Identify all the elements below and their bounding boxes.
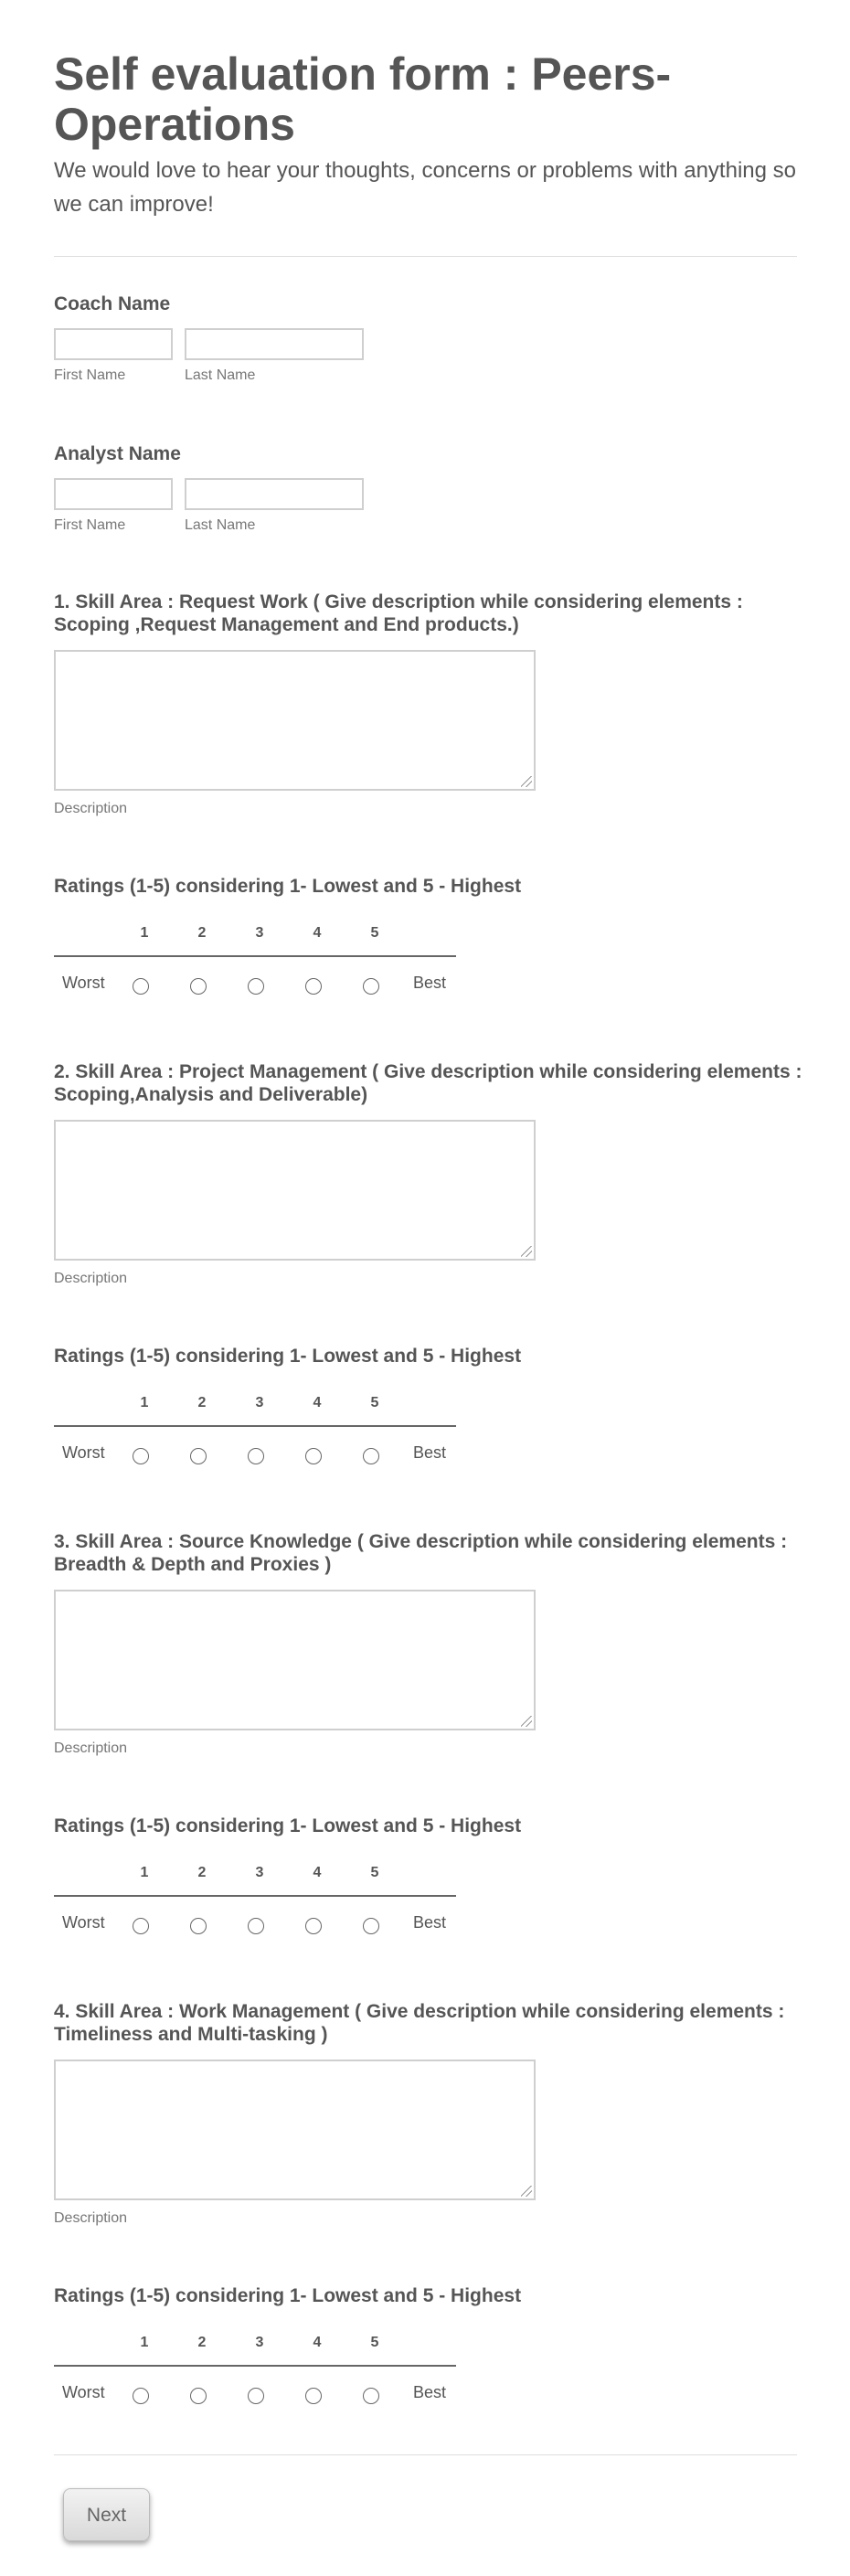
analyst-first-name-sublabel: First Name [54, 517, 126, 533]
skill-1-col-5: 5 [370, 925, 379, 941]
skill-2-question: 2. Skill Area : Project Management ( Give description while considering elements : Scoping,Analysis and Deliverable) [54, 1061, 802, 1105]
skill-3-col-3: 3 [255, 1865, 264, 1880]
skill-2-rating-radio-4[interactable] [305, 1448, 322, 1464]
skill-2-rating-label: Ratings (1-5) considering 1- Lowest and 5 - Highest [54, 1346, 522, 1367]
coach-name-label: Coach Name [54, 293, 171, 314]
skill-1-rating-radio-2[interactable] [190, 978, 207, 995]
skill-2-rating-radio-2[interactable] [190, 1448, 207, 1464]
header-divider [54, 256, 797, 257]
skill-1-rating-radio-4[interactable] [305, 978, 322, 995]
skill-1-col-2: 2 [197, 925, 207, 941]
skill-3-col-5: 5 [370, 1865, 379, 1880]
coach-first-name-input[interactable] [54, 328, 173, 360]
skill-3-rating-radio-4[interactable] [305, 1918, 322, 1934]
analyst-last-name-input[interactable] [185, 478, 364, 510]
resize-handle-icon[interactable] [521, 2186, 532, 2197]
resize-handle-icon[interactable] [521, 776, 532, 787]
skill-1-rating-radio-1[interactable] [133, 978, 149, 995]
skill-1-rating-radio-5[interactable] [363, 978, 379, 995]
skill-1-worst-label: Worst [62, 974, 105, 992]
resize-handle-icon[interactable] [521, 1246, 532, 1257]
skill-4-col-3: 3 [255, 2335, 264, 2350]
skill-2-worst-label: Worst [62, 1443, 105, 1462]
skill-2-rating-radio-1[interactable] [133, 1448, 149, 1464]
skill-2-description-sublabel: Description [54, 1271, 128, 1286]
skill-3-description-sublabel: Description [54, 1740, 128, 1756]
skill-2-col-5: 5 [370, 1395, 379, 1410]
analyst-first-name-input[interactable] [54, 478, 173, 510]
skill-4-col-5: 5 [370, 2335, 379, 2350]
skill-3-matrix-divider [54, 1895, 456, 1897]
skill-4-rating-radio-3[interactable] [248, 2388, 264, 2404]
skill-3-col-4: 4 [313, 1865, 322, 1880]
skill-1-description-sublabel: Description [54, 801, 128, 816]
skill-3-best-label: Best [413, 1913, 447, 1932]
coach-first-name-sublabel: First Name [54, 367, 126, 383]
footer-divider [54, 2454, 797, 2455]
skill-4-best-label: Best [413, 2383, 447, 2401]
skill-2-col-1: 1 [140, 1395, 149, 1410]
skill-2-col-3: 3 [255, 1395, 264, 1410]
skill-2-best-label: Best [413, 1443, 447, 1462]
skill-4-rating-label: Ratings (1-5) considering 1- Lowest and 5 - Highest [54, 2285, 522, 2306]
form-title: Self evaluation form : Peers- Operations [54, 48, 672, 150]
skill-3-description-textarea[interactable] [54, 1590, 536, 1730]
coach-last-name-sublabel: Last Name [185, 367, 256, 383]
skill-4-matrix-divider [54, 2365, 456, 2367]
skill-1-col-1: 1 [140, 925, 149, 941]
skill-4-rating-radio-2[interactable] [190, 2388, 207, 2404]
skill-4-description-textarea[interactable] [54, 2060, 536, 2200]
skill-3-rating-radio-5[interactable] [363, 1918, 379, 1934]
skill-1-question: 1. Skill Area : Request Work ( Give description while considering elements : Scoping ,Request Management and End products.) [54, 591, 743, 635]
skill-4-worst-label: Worst [62, 2383, 105, 2401]
analyst-last-name-sublabel: Last Name [185, 517, 256, 533]
skill-4-rating-radio-4[interactable] [305, 2388, 322, 2404]
skill-4-question: 4. Skill Area : Work Management ( Give description while considering elements : Timeliness and Multi-tasking ) [54, 2001, 785, 2045]
resize-handle-icon[interactable] [521, 1716, 532, 1727]
skill-3-rating-radio-3[interactable] [248, 1918, 264, 1934]
skill-1-rating-radio-3[interactable] [248, 978, 264, 995]
skill-2-rating-radio-3[interactable] [248, 1448, 264, 1464]
skill-2-description-textarea[interactable] [54, 1120, 536, 1261]
skill-1-rating-label: Ratings (1-5) considering 1- Lowest and 5 - Highest [54, 876, 522, 897]
skill-1-col-3: 3 [255, 925, 264, 941]
skill-2-col-2: 2 [197, 1395, 207, 1410]
skill-3-rating-radio-2[interactable] [190, 1918, 207, 1934]
form-subtitle: We would love to hear your thoughts, concerns or problems with anything so we can improve! [54, 158, 796, 217]
skill-3-col-2: 2 [197, 1865, 207, 1880]
skill-2-col-4: 4 [313, 1395, 322, 1410]
analyst-name-label: Analyst Name [54, 443, 181, 464]
skill-3-question: 3. Skill Area : Source Knowledge ( Give description while considering elements : Breadth & Depth and Proxies ) [54, 1531, 788, 1575]
skill-3-col-1: 1 [140, 1865, 149, 1880]
skill-4-col-1: 1 [140, 2335, 149, 2350]
skill-4-col-2: 2 [197, 2335, 207, 2350]
skill-2-rating-radio-5[interactable] [363, 1448, 379, 1464]
skill-3-rating-label: Ratings (1-5) considering 1- Lowest and 5 - Highest [54, 1815, 522, 1836]
skill-4-rating-radio-1[interactable] [133, 2388, 149, 2404]
skill-2-matrix-divider [54, 1425, 456, 1427]
skill-3-worst-label: Worst [62, 1913, 105, 1932]
skill-4-rating-radio-5[interactable] [363, 2388, 379, 2404]
skill-1-best-label: Best [413, 974, 447, 992]
next-button[interactable]: Next [63, 2488, 150, 2541]
skill-3-rating-radio-1[interactable] [133, 1918, 149, 1934]
skill-4-col-4: 4 [313, 2335, 322, 2350]
skill-4-description-sublabel: Description [54, 2210, 128, 2226]
skill-1-description-textarea[interactable] [54, 650, 536, 791]
skill-1-matrix-divider [54, 955, 456, 957]
skill-1-col-4: 4 [313, 925, 322, 941]
coach-last-name-input[interactable] [185, 328, 364, 360]
